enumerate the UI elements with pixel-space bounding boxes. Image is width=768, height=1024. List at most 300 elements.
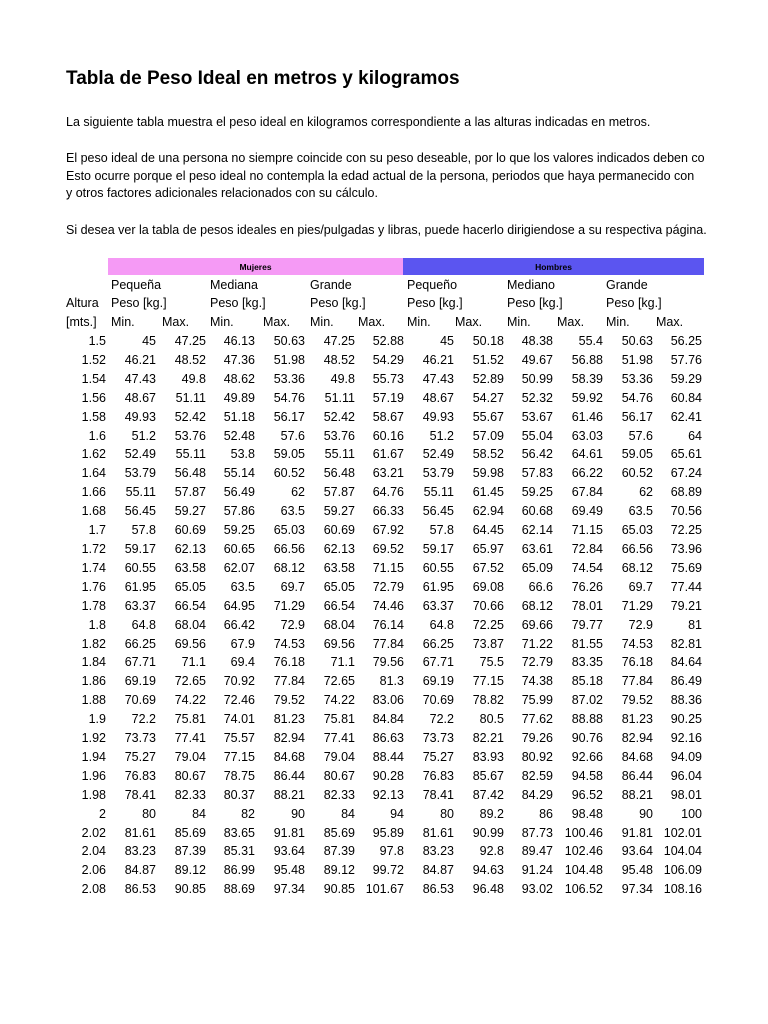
peso-label: Peso [kg.] [407,296,463,310]
weight-cell: 67.84 [571,485,603,500]
weight-cell: 81.61 [124,825,156,840]
min-label: Min. [407,315,431,329]
table-row [64,635,702,654]
weight-cell: 52.48 [223,428,255,443]
peso-label: Peso [kg.] [111,296,167,310]
weight-cell: 90.85 [174,882,206,897]
weight-cell: 69.19 [422,674,454,689]
weight-cell: 51.11 [175,390,206,405]
weight-cell: 80.5 [479,712,504,727]
table-row [64,842,702,861]
weight-cell: 49.93 [124,409,156,424]
weight-cell: 77.15 [472,674,504,689]
weight-cell: 65.61 [670,447,702,462]
table-row [64,578,702,597]
weight-cell: 82.81 [670,636,702,651]
weight-cell: 72.9 [628,617,653,632]
weight-cell: 49.8 [181,371,206,386]
weight-cell: 55.11 [175,447,206,462]
min-label: Min. [606,315,630,329]
weight-cell: 50.63 [273,334,305,348]
weight-cell: 77.41 [174,731,206,746]
table-row [64,445,702,464]
weight-cell: 104.48 [564,863,603,878]
weight-cell: 51.2 [429,428,454,443]
page-title: Tabla de Peso Ideal en metros y kilogramos [66,68,460,89]
weight-cell: 67.24 [670,466,702,481]
weight-cell: 52.42 [174,409,206,424]
weight-cell: 93.64 [621,844,653,859]
table-row [64,408,702,427]
weight-cell: 62.41 [670,409,702,424]
weight-cell: 52.89 [472,371,504,386]
weight-cell: 68.89 [670,485,702,500]
weight-cell: 66.42 [223,617,255,632]
weight-cell: 57.86 [223,504,255,519]
weight-cell: 53.36 [273,371,305,386]
weight-cell: 83.93 [472,749,504,764]
weight-cell: 104.04 [663,844,702,859]
weight-cell: 79.77 [571,617,603,632]
table-row [64,729,702,748]
weight-cell: 55.11 [423,485,454,500]
weight-cell: 75.69 [670,560,702,575]
weight-cell: 79.26 [521,731,553,746]
table-body [64,332,702,899]
table-row [64,748,702,767]
weight-cell: 74.22 [174,693,206,708]
weight-cell: 56.45 [124,504,156,519]
weight-cell: 95.89 [372,825,404,840]
weight-cell: 66.25 [422,636,454,651]
weight-cell: 97.34 [273,882,305,897]
weight-cell: 58.67 [372,409,404,424]
weight-cell: 69.19 [124,674,156,689]
weight-cell: 57.8 [429,523,454,538]
weight-cell: 74.01 [223,712,255,727]
weight-cell: 60.55 [422,560,454,575]
weight-cell: 66.56 [273,541,305,556]
height-cell: 1.58 [81,409,106,424]
weight-cell: 74.46 [372,598,404,613]
weight-cell: 72.79 [521,655,553,670]
weight-cell: 69.4 [230,655,255,670]
weight-cell: 81.23 [621,712,653,727]
height-cell: 2.04 [81,844,106,859]
weight-cell: 86.99 [223,863,255,878]
weight-cell: 45 [142,334,156,348]
weight-cell: 64 [688,428,702,443]
weight-cell: 56.45 [422,504,454,519]
weight-cell: 75.81 [174,712,206,727]
weight-cell: 78.41 [124,787,156,802]
weight-cell: 54.76 [621,390,653,405]
weight-cell: 77.84 [273,674,305,689]
weight-table [64,332,702,899]
weight-cell: 87.42 [472,787,504,802]
weight-cell: 48.52 [323,352,355,367]
weight-cell: 88.88 [571,712,603,727]
weight-cell: 64.45 [472,523,504,538]
weight-cell: 82.94 [273,731,305,746]
weight-cell: 66.33 [372,504,404,519]
weight-cell: 47.25 [174,334,206,348]
weight-cell: 51.18 [223,409,255,424]
weight-cell: 72.79 [372,579,404,594]
weight-cell: 90 [639,806,653,821]
weight-cell: 47.43 [124,371,156,386]
weight-cell: 69.52 [372,541,404,556]
min-label: Min. [310,315,334,329]
max-label: Max. [263,315,291,329]
weight-cell: 57.09 [472,428,504,443]
weight-cell: 89.47 [521,844,553,859]
weight-cell: 90.28 [372,768,404,783]
size-label: Grande [606,278,648,292]
weight-cell: 108.16 [663,882,702,897]
weight-cell: 84.87 [422,863,454,878]
weight-cell: 67.92 [372,523,404,538]
weight-cell: 78.41 [422,787,454,802]
weight-cell: 56.48 [174,466,206,481]
weight-cell: 81.23 [273,712,305,727]
height-cell: 1.9 [88,712,106,727]
weight-cell: 47.36 [223,352,255,367]
weight-cell: 86.49 [670,674,702,689]
weight-cell: 79.04 [323,749,355,764]
weight-cell: 51.2 [131,428,156,443]
weight-cell: 63.37 [422,598,454,613]
weight-cell: 72.25 [472,617,504,632]
height-cell: 1.72 [81,541,106,556]
weight-cell: 51.52 [472,352,504,367]
weight-cell: 61.46 [571,409,603,424]
weight-cell: 84.84 [372,712,404,727]
weight-cell: 95.48 [273,863,305,878]
height-cell: 1.86 [81,674,106,689]
weight-cell: 65.03 [273,523,305,538]
weight-cell: 93.64 [273,844,305,859]
weight-cell: 78.01 [571,598,603,613]
max-label: Max. [557,315,585,329]
weight-cell: 77.62 [521,712,553,727]
weight-cell: 65.05 [174,579,206,594]
weight-cell: 59.92 [571,390,603,405]
weight-cell: 54.76 [273,390,305,405]
height-cell: 1.56 [81,390,106,405]
weight-cell: 49.93 [422,409,454,424]
weight-cell: 62.07 [223,560,255,575]
weight-cell: 94.09 [670,749,702,764]
weight-cell: 97.34 [621,882,653,897]
weight-cell: 72.9 [280,617,305,632]
weight-cell: 63.03 [571,428,603,443]
weight-cell: 83.65 [223,825,255,840]
weight-cell: 92.8 [479,844,504,859]
height-cell: 1.52 [81,352,106,367]
weight-cell: 76.14 [372,617,404,632]
weight-cell: 56.49 [223,485,255,500]
weight-cell: 57.87 [174,485,206,500]
weight-cell: 88.21 [621,787,653,802]
weight-cell: 69.56 [323,636,355,651]
height-cell: 1.7 [88,523,106,538]
weight-cell: 81.3 [379,674,404,689]
weight-cell: 87.39 [323,844,355,859]
weight-cell: 53.36 [621,371,653,386]
peso-label: Peso [kg.] [310,296,366,310]
weight-cell: 87.73 [521,825,553,840]
weight-cell: 80.67 [323,768,355,783]
weight-cell: 68.12 [621,560,653,575]
weight-cell: 68.12 [273,560,305,575]
size-label: Pequeño [407,278,458,292]
weight-cell: 90.99 [472,825,504,840]
weight-cell: 64.95 [223,598,255,613]
weight-cell: 63.21 [372,466,404,481]
weight-cell: 76.26 [571,579,603,594]
table-row [64,521,702,540]
weight-cell: 67.71 [124,655,156,670]
weight-cell: 71.29 [273,598,305,613]
weight-cell: 70.69 [422,693,454,708]
weight-cell: 87.02 [571,693,603,708]
table-row [64,880,702,899]
weight-cell: 72.84 [571,541,603,556]
weight-cell: 61.45 [472,485,504,500]
weight-cell: 79.04 [174,749,206,764]
weight-cell: 47.43 [422,371,454,386]
weight-cell: 79.52 [621,693,653,708]
weight-cell: 75.27 [124,749,156,764]
weight-cell: 52.88 [372,334,404,348]
weight-cell: 57.83 [521,466,553,481]
weight-cell: 76.83 [124,768,156,783]
weight-cell: 48.38 [521,334,553,348]
paragraph-line: y otros factores adicionales relacionados con su cálculo. [66,186,378,200]
weight-cell: 60.52 [621,466,653,481]
weight-cell: 76.18 [621,655,653,670]
weight-cell: 95.48 [621,863,653,878]
weight-cell: 68.04 [174,617,206,632]
weight-cell: 56.17 [273,409,305,424]
weight-cell: 63.5 [230,579,255,594]
weight-cell: 86.63 [372,731,404,746]
table-row [64,389,702,408]
weight-cell: 69.7 [280,579,305,594]
weight-cell: 106.09 [663,863,702,878]
weight-cell: 90 [291,806,305,821]
weight-cell: 67.52 [472,560,504,575]
weight-cell: 47.25 [323,334,355,348]
paragraph-line: La siguiente tabla muestra el peso ideal en kilogramos correspondiente a las alturas indicadas en metros. [66,115,651,129]
weight-cell: 55.14 [223,466,255,481]
group-header-mujeres: Mujeres [108,258,403,275]
weight-cell: 58.52 [472,447,504,462]
weight-cell: 89.2 [479,806,504,821]
weight-cell: 45 [440,334,454,348]
table-row [64,351,702,370]
weight-cell: 69.66 [521,617,553,632]
weight-cell: 96.48 [472,882,504,897]
weight-cell: 102.46 [564,844,603,859]
weight-cell: 90.76 [571,731,603,746]
weight-cell: 60.55 [124,560,156,575]
weight-cell: 76.83 [422,768,454,783]
weight-cell: 63.58 [323,560,355,575]
weight-cell: 72.2 [429,712,454,727]
weight-cell: 73.87 [472,636,504,651]
weight-cell: 64.8 [131,617,156,632]
weight-cell: 85.67 [472,768,504,783]
weight-cell: 53.76 [323,428,355,443]
weight-cell: 74.22 [323,693,355,708]
weight-cell: 46.13 [223,334,255,348]
mts-label: [mts.] [66,315,97,329]
weight-cell: 84.68 [273,749,305,764]
height-cell: 1.84 [81,655,106,670]
weight-cell: 92.13 [372,787,404,802]
weight-cell: 51.11 [324,390,355,405]
weight-cell: 59.27 [323,504,355,519]
weight-cell: 62 [639,485,653,500]
table-row [64,672,702,691]
weight-cell: 61.95 [124,579,156,594]
weight-cell: 73.73 [422,731,454,746]
height-cell: 2.06 [81,863,106,878]
weight-cell: 66.22 [571,466,603,481]
weight-cell: 48.52 [174,352,206,367]
weight-cell: 59.25 [223,523,255,538]
weight-cell: 56.88 [571,352,603,367]
weight-cell: 93.02 [521,882,553,897]
weight-cell: 53.79 [124,466,156,481]
weight-cell: 91.81 [621,825,653,840]
weight-cell: 70.69 [124,693,156,708]
weight-cell: 88.44 [372,749,404,764]
weight-cell: 57.19 [372,390,404,405]
weight-cell: 69.08 [472,579,504,594]
weight-cell: 67.71 [422,655,454,670]
height-cell: 1.96 [81,768,106,783]
weight-cell: 57.6 [628,428,653,443]
weight-cell: 90.25 [670,712,702,727]
weight-cell: 83.35 [571,655,603,670]
weight-cell: 61.95 [422,579,454,594]
peso-label: Peso [kg.] [210,296,266,310]
weight-cell: 87.39 [174,844,206,859]
weight-cell: 68.04 [323,617,355,632]
height-cell: 1.66 [81,485,106,500]
weight-cell: 59.17 [124,541,156,556]
weight-cell: 81.55 [571,636,603,651]
weight-cell: 79.52 [273,693,305,708]
height-cell: 1.54 [81,371,106,386]
weight-cell: 66.54 [174,598,206,613]
height-cell: 1.68 [81,504,106,519]
weight-cell: 74.38 [521,674,553,689]
weight-cell: 77.84 [621,674,653,689]
weight-cell: 71.22 [521,636,553,651]
weight-cell: 79.21 [670,598,702,613]
weight-cell: 96.52 [571,787,603,802]
weight-cell: 82.33 [174,787,206,802]
weight-cell: 60.69 [174,523,206,538]
weight-cell: 91.81 [273,825,305,840]
weight-cell: 59.27 [174,504,206,519]
weight-cell: 51.98 [273,352,305,367]
weight-cell: 70.56 [670,504,702,519]
weight-cell: 48.67 [422,390,454,405]
weight-cell: 74.53 [273,636,305,651]
weight-cell: 54.29 [372,352,404,367]
weight-cell: 63.5 [280,504,305,519]
weight-cell: 50.63 [621,334,653,348]
height-cell: 1.5 [88,334,106,348]
table-row [64,502,702,521]
weight-cell: 64.8 [429,617,454,632]
weight-cell: 71.29 [621,598,653,613]
weight-cell: 65.09 [521,560,553,575]
height-cell: 2.02 [81,825,106,840]
weight-cell: 49.67 [521,352,553,367]
weight-cell: 85.69 [323,825,355,840]
height-cell: 1.88 [81,693,106,708]
weight-cell: 97.8 [379,844,404,859]
weight-cell: 66.25 [124,636,156,651]
weight-cell: 52.49 [124,447,156,462]
weight-cell: 102.01 [663,825,702,840]
weight-cell: 64.61 [571,447,603,462]
weight-cell: 54.27 [472,390,504,405]
weight-cell: 63.61 [521,541,553,556]
weight-cell: 100 [681,806,702,821]
weight-cell: 77.41 [323,731,355,746]
peso-label: Peso [kg.] [507,296,563,310]
weight-cell: 73.96 [670,541,702,556]
weight-cell: 92.66 [571,749,603,764]
weight-cell: 56.48 [323,466,355,481]
table-row [64,464,702,483]
weight-cell: 75.99 [521,693,553,708]
altura-label: Altura [66,296,99,310]
weight-cell: 60.84 [670,390,702,405]
weight-cell: 59.25 [521,485,553,500]
weight-cell: 64.76 [372,485,404,500]
weight-cell: 101.67 [365,882,404,897]
height-cell: 1.76 [81,579,106,594]
weight-cell: 72.25 [670,523,702,538]
weight-cell: 75.81 [323,712,355,727]
weight-cell: 78.82 [472,693,504,708]
max-label: Max. [162,315,190,329]
weight-cell: 72.65 [174,674,206,689]
weight-cell: 61.67 [372,447,404,462]
weight-cell: 94.63 [472,863,504,878]
table-row [64,805,702,824]
weight-cell: 66.54 [323,598,355,613]
table-row [64,767,702,786]
weight-cell: 70.66 [472,598,504,613]
min-label: Min. [507,315,531,329]
table-row [64,332,702,351]
weight-cell: 72.46 [223,693,255,708]
table-row [64,861,702,880]
weight-cell: 69.56 [174,636,206,651]
height-cell: 2 [99,806,106,821]
weight-cell: 77.15 [223,749,255,764]
weight-cell: 60.52 [273,466,305,481]
